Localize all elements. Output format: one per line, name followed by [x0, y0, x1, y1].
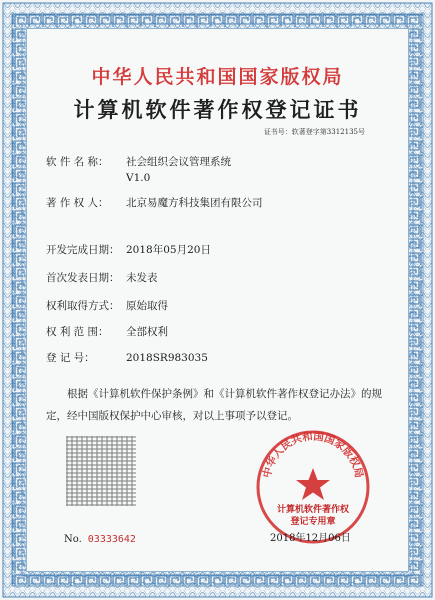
- field-value: 全部权利: [126, 326, 168, 338]
- star-icon: [296, 468, 330, 500]
- seal-ring-text: 中华人民共和国国家版权局: [261, 430, 365, 479]
- field-completion-date: [46, 242, 211, 257]
- serial-number: [64, 534, 136, 545]
- field-label: 权利取得方式：: [46, 300, 120, 312]
- certificate-title: 计算机软件著作权登记证书: [73, 97, 362, 122]
- field-first-publication: [46, 270, 158, 285]
- field-value: 未发表: [126, 272, 158, 284]
- field-label: 软 件 名 称：: [46, 156, 109, 168]
- software-version: V1.0: [126, 172, 151, 184]
- field-copyright-owner: [46, 195, 263, 210]
- field-value: 2018SR983035: [126, 352, 208, 364]
- issue-date: 2018年12月06日: [270, 533, 351, 544]
- field-label: 权 利 范 围：: [46, 326, 109, 338]
- serial-value: 03333642: [87, 534, 136, 545]
- field-label: 登 记 号：: [46, 352, 95, 364]
- field-registration-number: [46, 350, 208, 365]
- field-value: 北京易魔方科技集团有限公司: [126, 197, 263, 209]
- field-value: 原始取得: [126, 300, 168, 312]
- field-acquisition-method: [46, 298, 168, 313]
- barcode-watermark: [66, 436, 136, 506]
- seal-line-1: 计算机软件著作权: [276, 505, 349, 515]
- serial-prefix: No.: [64, 534, 82, 545]
- field-rights-scope: [46, 324, 168, 339]
- field-value: 社会组织会议管理系统: [126, 156, 231, 168]
- field-label: 首次发表日期：: [46, 272, 120, 284]
- field-label: 开发完成日期：: [46, 244, 120, 256]
- registration-statement: 根据《计算机软件保护条例》和《计算机软件著作权登记办法》的规定，经中国版权保护中心审核，对以上事项予以登记。: [46, 388, 382, 422]
- seal-line-2: 登记专用章: [290, 517, 336, 527]
- issuing-authority: 中华人民共和国国家版权局: [91, 66, 344, 88]
- certificate-number: 证书号：软著登字第3312135号: [263, 128, 365, 136]
- field-label: 著 作 权 人：: [46, 197, 109, 209]
- field-value: 2018年05月20日: [126, 244, 211, 256]
- field-software-name: [46, 154, 231, 169]
